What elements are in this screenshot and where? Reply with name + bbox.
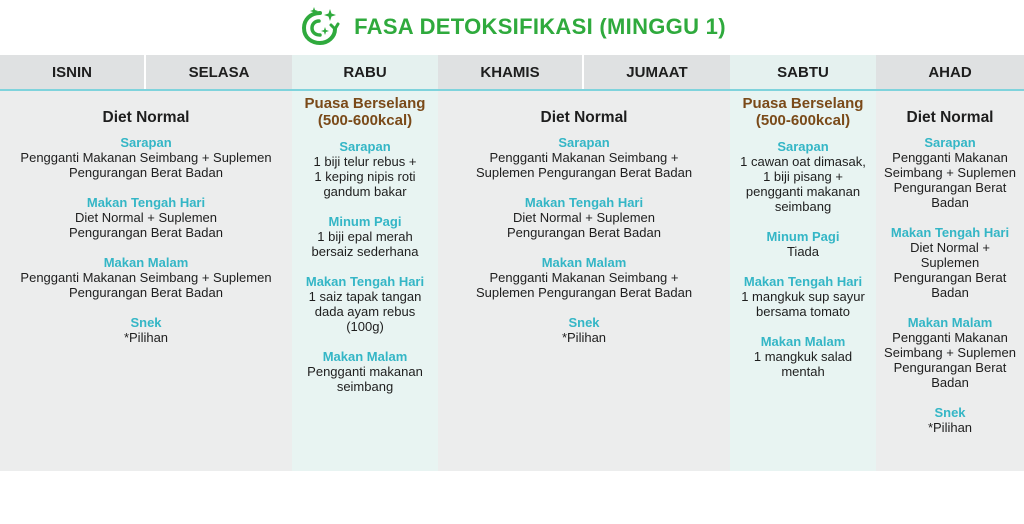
meal-line: Pengurangan Berat Badan xyxy=(69,285,223,300)
meal-line: Pengurangan Berat Badan xyxy=(507,225,661,240)
meal-text xyxy=(292,364,438,394)
meal-text xyxy=(438,150,730,180)
meal-label: Makan Malam xyxy=(322,349,408,364)
column-sabtu xyxy=(730,91,876,471)
sparkle-swirl-icon xyxy=(298,5,342,49)
meal-label: Minum Pagi xyxy=(328,214,402,229)
meal-text xyxy=(438,210,730,240)
puasa-heading-line: Puasa Berselang xyxy=(304,95,426,112)
column-ahad xyxy=(876,91,1024,471)
meal-text xyxy=(438,270,730,300)
meal-line: Badan xyxy=(931,285,969,300)
meal-line: Pengganti Makanan Seimbang + xyxy=(489,150,679,165)
puasa-heading xyxy=(730,95,876,129)
puasa-kcal-line: (500-600kcal) xyxy=(755,112,851,129)
meal-text xyxy=(876,420,1024,435)
diet-heading: Diet Normal xyxy=(906,109,994,126)
meal-line: pengganti makanan xyxy=(745,184,861,199)
day-header-selasa: SELASA xyxy=(146,55,292,89)
meal-text xyxy=(0,330,292,345)
meal-label: Sarapan xyxy=(120,135,172,150)
meal-line: Badan xyxy=(931,195,969,210)
meal-line: Pengurangan Berat Badan xyxy=(69,225,223,240)
meal-label: Snek xyxy=(130,315,162,330)
meal-text xyxy=(730,289,876,319)
meal-plan-body xyxy=(0,91,1024,471)
meal-label: Minum Pagi xyxy=(766,229,840,244)
day-header-row xyxy=(0,55,1024,91)
column-khamis-jumaat xyxy=(438,91,730,471)
day-header-ahad: AHAD xyxy=(876,55,1024,89)
meal-label: Makan Malam xyxy=(541,255,627,270)
puasa-kcal-line: (500-600kcal) xyxy=(317,112,413,129)
meal-line: seimbang xyxy=(336,379,394,394)
meal-label: Makan Malam xyxy=(760,334,846,349)
meal-label: Sarapan xyxy=(339,139,391,154)
meal-text xyxy=(0,150,292,180)
meal-line: *Pilihan xyxy=(927,420,973,435)
meal-label: Sarapan xyxy=(558,135,610,150)
meal-line: Diet Normal + xyxy=(910,240,990,255)
meal-label: Makan Tengah Hari xyxy=(86,195,206,210)
meal-line: (100g) xyxy=(346,319,384,334)
meal-text xyxy=(292,154,438,199)
meal-line: Pengganti Makanan Seimbang + Suplemen xyxy=(20,270,272,285)
meal-line: Suplemen xyxy=(920,255,980,270)
meal-line: Seimbang + Suplemen xyxy=(884,165,1016,180)
meal-line: Pengganti Makanan Seimbang + xyxy=(489,270,679,285)
meal-line: Pengurangan Berat xyxy=(893,360,1007,375)
meal-label: Sarapan xyxy=(924,135,976,150)
meal-line: 1 mangkuk sup sayur xyxy=(741,289,865,304)
meal-line: Tiada xyxy=(786,244,820,259)
meal-line: 1 keping nipis roti xyxy=(314,169,416,184)
meal-label: Makan Tengah Hari xyxy=(305,274,425,289)
meal-line: Badan xyxy=(931,375,969,390)
meal-line: Pengganti makanan xyxy=(307,364,423,379)
meal-line: *Pilihan xyxy=(123,330,169,345)
meal-line: Pengganti Makanan xyxy=(892,150,1008,165)
puasa-heading-line: Puasa Berselang xyxy=(742,95,864,112)
meal-line: mentah xyxy=(781,364,825,379)
meal-text xyxy=(292,229,438,259)
meal-line: 1 biji epal merah xyxy=(317,229,413,244)
meal-line: 1 cawan oat dimasak, xyxy=(740,154,866,169)
meal-label: Makan Malam xyxy=(103,255,189,270)
meal-line: Seimbang + Suplemen xyxy=(884,345,1016,360)
meal-text xyxy=(876,150,1024,210)
meal-label: Snek xyxy=(568,315,600,330)
meal-line: 1 mangkuk salad xyxy=(753,349,853,364)
meal-line: dada ayam rebus xyxy=(314,304,416,319)
meal-text xyxy=(876,240,1024,300)
page-title: FASA DETOKSIFIKASI (MINGGU 1) xyxy=(354,14,726,39)
meal-line: Diet Normal + Suplemen xyxy=(75,210,217,225)
meal-line: bersaiz sederhana xyxy=(311,244,419,259)
day-header-isnin: ISNIN xyxy=(0,55,146,89)
meal-text xyxy=(876,330,1024,390)
meal-line: bersama tomato xyxy=(756,304,850,319)
puasa-heading xyxy=(292,95,438,129)
meal-label: Makan Tengah Hari xyxy=(890,225,1010,240)
meal-line: 1 saiz tapak tangan xyxy=(308,289,422,304)
day-header-sabtu: SABTU xyxy=(730,55,876,89)
meal-label: Makan Tengah Hari xyxy=(743,274,863,289)
meal-line: Pengganti Makanan xyxy=(892,330,1008,345)
meal-line: Suplemen Pengurangan Berat Badan xyxy=(475,285,693,300)
diet-heading: Diet Normal xyxy=(102,109,190,126)
meal-line: Pengganti Makanan Seimbang + Suplemen xyxy=(20,150,272,165)
column-isnin-selasa xyxy=(0,91,292,471)
meal-line: Diet Normal + Suplemen xyxy=(513,210,655,225)
meal-text xyxy=(438,330,730,345)
day-header-jumaat: JUMAAT xyxy=(584,55,730,89)
meal-line: Pengurangan Berat xyxy=(893,180,1007,195)
meal-line: Pengurangan Berat xyxy=(893,270,1007,285)
meal-text xyxy=(0,210,292,240)
meal-text xyxy=(730,154,876,214)
meal-line: Pengurangan Berat Badan xyxy=(69,165,223,180)
meal-label: Makan Tengah Hari xyxy=(524,195,644,210)
meal-label: Sarapan xyxy=(777,139,829,154)
meal-text xyxy=(0,270,292,300)
meal-text xyxy=(730,349,876,379)
meal-line: 1 biji telur rebus + xyxy=(313,154,417,169)
day-header-khamis: KHAMIS xyxy=(438,55,584,89)
meal-text xyxy=(292,289,438,334)
meal-line: gandum bakar xyxy=(323,184,407,199)
meal-line: seimbang xyxy=(774,199,832,214)
meal-text xyxy=(730,244,876,259)
diet-heading: Diet Normal xyxy=(540,109,628,126)
meal-label: Snek xyxy=(934,405,966,420)
meal-line: Suplemen Pengurangan Berat Badan xyxy=(475,165,693,180)
column-rabu xyxy=(292,91,438,471)
meal-line: *Pilihan xyxy=(561,330,607,345)
meal-line: 1 biji pisang + xyxy=(763,169,843,184)
title-bar xyxy=(0,0,1024,54)
day-header-rabu: RABU xyxy=(292,55,438,89)
meal-label: Makan Malam xyxy=(907,315,993,330)
